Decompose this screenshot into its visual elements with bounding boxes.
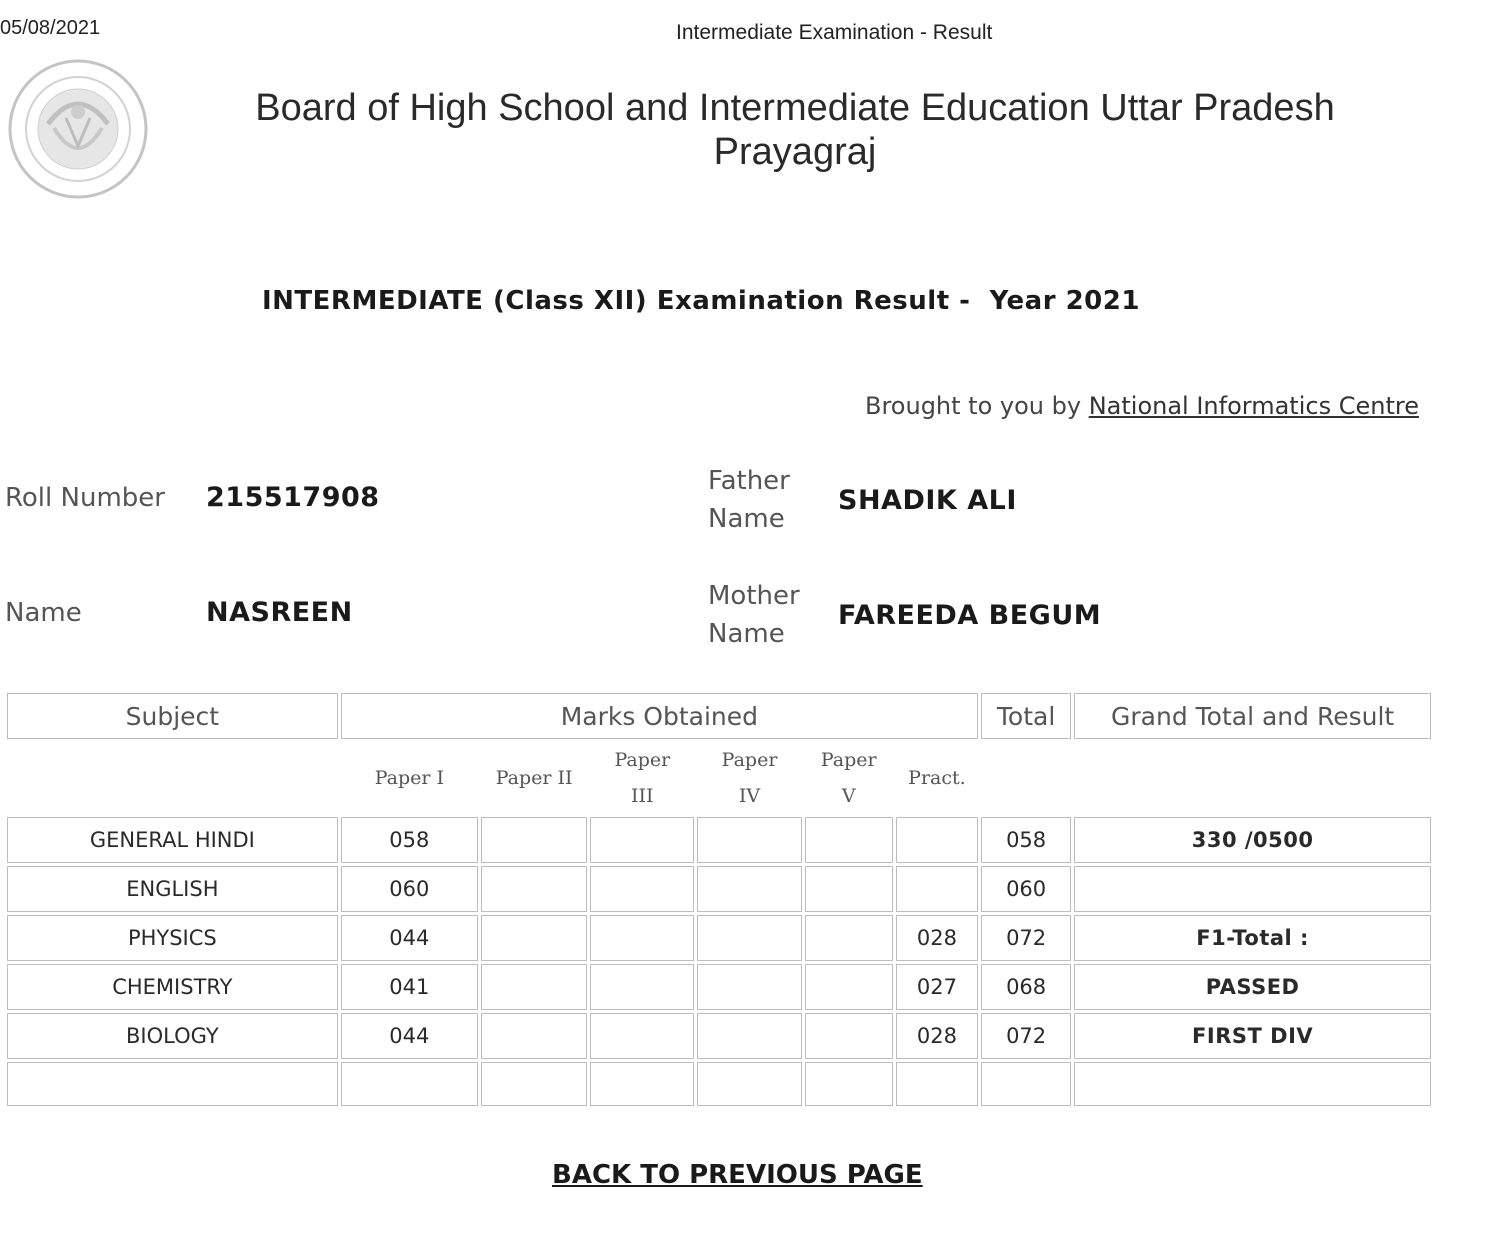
board-name-line1: Board of High School and Intermediate Education Uttar Pradesh <box>255 87 1335 129</box>
result-cell: F1-Total : <box>1074 915 1431 961</box>
table-row <box>7 817 1431 863</box>
paper-1-cell: 041 <box>341 964 478 1010</box>
paper-header-line1: Pract. <box>908 767 966 789</box>
paper-4-cell <box>697 1013 801 1059</box>
paper-1-cell: 044 <box>341 1013 478 1059</box>
total-cell: 060 <box>981 866 1071 912</box>
paper-3-cell <box>590 817 694 863</box>
name-label: Name <box>5 598 82 628</box>
empty-cell <box>341 1062 478 1106</box>
empty-cell <box>896 1062 978 1106</box>
total-cell: 068 <box>981 964 1071 1010</box>
paper-2-cell <box>481 915 587 961</box>
paper-5-cell <box>805 1013 893 1059</box>
paper-header <box>590 742 694 814</box>
board-name <box>240 86 1350 174</box>
practical-cell <box>896 866 978 912</box>
mother-name-label-line1: Mother <box>708 581 800 611</box>
paper-1-cell: 058 <box>341 817 478 863</box>
empty-cell <box>805 1062 893 1106</box>
paper-header-line1: Paper <box>721 749 778 771</box>
total-header: Total <box>981 693 1071 739</box>
paper-header <box>697 742 801 814</box>
nic-link[interactable]: National Informatics Centre <box>1088 392 1419 420</box>
paper-2-cell <box>481 866 587 912</box>
subject-cell: ENGLISH <box>7 866 338 912</box>
paper-2-cell <box>481 964 587 1010</box>
paper-3-cell <box>590 1013 694 1059</box>
paper-4-cell <box>697 964 801 1010</box>
mother-name-label <box>708 577 800 653</box>
practical-cell: 027 <box>896 964 978 1010</box>
paper-1-cell: 060 <box>341 866 478 912</box>
grand-total-result-header: Grand Total and Result <box>1074 693 1431 739</box>
table-row <box>7 964 1431 1010</box>
roll-number-value: 215517908 <box>206 482 380 513</box>
paper-3-cell <box>590 866 694 912</box>
total-cell: 072 <box>981 915 1071 961</box>
paper-3-cell <box>590 915 694 961</box>
paper-header <box>481 742 587 814</box>
subject-cell: GENERAL HINDI <box>7 817 338 863</box>
mother-name-label-line2: Name <box>708 619 785 649</box>
paper-1-cell: 044 <box>341 915 478 961</box>
subject-cell: PHYSICS <box>7 915 338 961</box>
paper-2-cell <box>481 817 587 863</box>
father-name-label-line2: Name <box>708 504 785 534</box>
empty-cell <box>981 1062 1071 1106</box>
father-name-label-line1: Father <box>708 466 790 496</box>
paper-5-cell <box>805 964 893 1010</box>
result-cell: FIRST DIV <box>1074 1013 1431 1059</box>
paper-5-cell <box>805 915 893 961</box>
paper-header-line1: Paper II <box>495 767 573 789</box>
father-name-value: SHADIK ALI <box>838 485 1017 516</box>
result-cell: PASSED <box>1074 964 1431 1010</box>
print-page-title: Intermediate Examination - Result <box>676 21 993 44</box>
credit-line <box>865 392 1419 420</box>
practical-cell <box>896 817 978 863</box>
empty-cell <box>481 1062 587 1106</box>
roll-number-label: Roll Number <box>5 483 165 513</box>
subject-header: Subject <box>7 693 338 739</box>
table-row <box>7 915 1431 961</box>
up-government-emblem-icon <box>4 58 152 200</box>
paper-4-cell <box>697 915 801 961</box>
result-cell: 330 /0500 <box>1074 817 1431 863</box>
paper-header-row <box>7 742 1431 814</box>
paper-header-line1: Paper <box>614 749 671 771</box>
paper-5-cell <box>805 817 893 863</box>
father-name-label <box>708 462 790 538</box>
empty-cell <box>1074 1062 1431 1106</box>
table-row-empty <box>7 1062 1431 1106</box>
paper-header-line2: V <box>841 785 856 807</box>
marks-table-header <box>7 693 1431 739</box>
table-row <box>7 1013 1431 1059</box>
marks-table <box>4 690 1434 1109</box>
credit-prefix: Brought to you by <box>865 392 1082 420</box>
board-name-line2: Prayagraj <box>713 131 877 173</box>
back-to-previous-page-link[interactable]: BACK TO PREVIOUS PAGE <box>552 1160 923 1190</box>
paper-header-line1: Paper <box>820 749 877 771</box>
exam-title: INTERMEDIATE (Class XII) Examination Result - Year 2021 <box>262 286 1140 316</box>
name-value: NASREEN <box>206 597 353 628</box>
paper-2-cell <box>481 1013 587 1059</box>
marks-obtained-header: Marks Obtained <box>341 693 978 739</box>
subject-cell: CHEMISTRY <box>7 964 338 1010</box>
mother-name-value: FAREEDA BEGUM <box>838 600 1102 631</box>
paper-header-line2: IV <box>738 785 761 807</box>
result-cell <box>1074 866 1431 912</box>
paper-header <box>805 742 893 814</box>
paper-header-line2: III <box>631 785 654 807</box>
paper-4-cell <box>697 817 801 863</box>
empty-cell <box>7 1062 338 1106</box>
paper-header-line1: Paper I <box>374 767 444 789</box>
subheader-spacer <box>981 742 1071 814</box>
empty-cell <box>590 1062 694 1106</box>
print-date: 05/08/2021 <box>0 17 101 39</box>
practical-cell: 028 <box>896 1013 978 1059</box>
paper-header <box>341 742 478 814</box>
empty-cell <box>697 1062 801 1106</box>
practical-header <box>896 742 978 814</box>
practical-cell: 028 <box>896 915 978 961</box>
subheader-spacer <box>7 742 338 814</box>
total-cell: 058 <box>981 817 1071 863</box>
table-row <box>7 866 1431 912</box>
paper-4-cell <box>697 866 801 912</box>
subheader-spacer <box>1074 742 1431 814</box>
paper-5-cell <box>805 866 893 912</box>
paper-3-cell <box>590 964 694 1010</box>
subject-cell: BIOLOGY <box>7 1013 338 1059</box>
total-cell: 072 <box>981 1013 1071 1059</box>
